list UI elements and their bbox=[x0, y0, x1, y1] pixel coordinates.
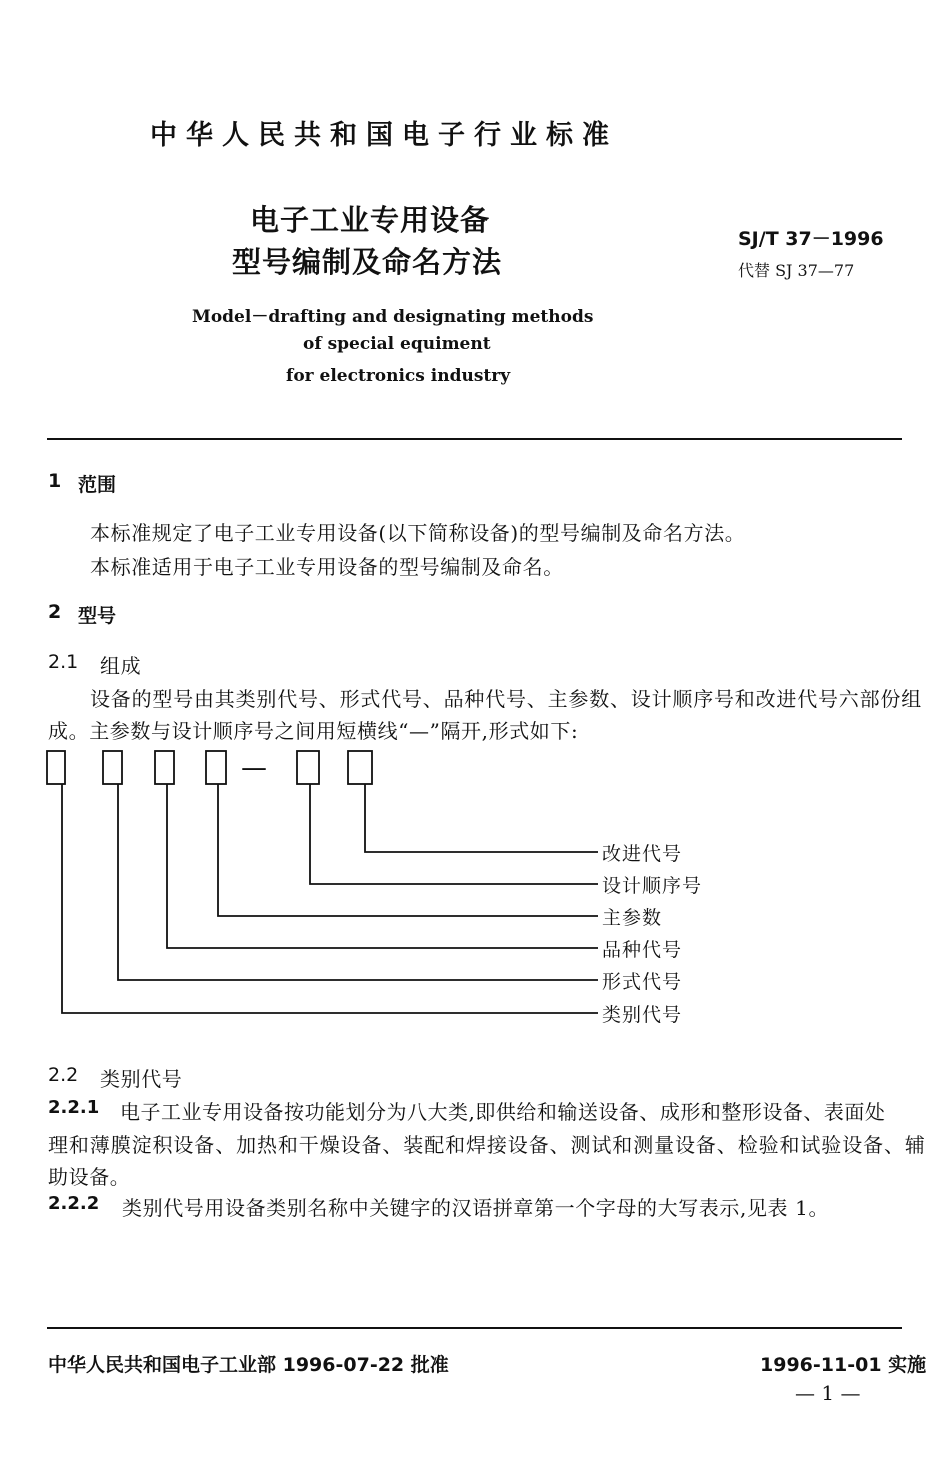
section-2-1-para-line2: 成。主参数与设计顺序号之间用短横线“—”隔开,形式如下: bbox=[48, 719, 579, 743]
section-2-2-title: 类别代号 bbox=[100, 1067, 183, 1091]
label-improvement: 改进代号 bbox=[602, 843, 683, 865]
code-box-main-param bbox=[206, 751, 226, 784]
section-2-2-1-line2: 理和薄膜淀积设备、加热和干燥设备、装配和焊接设备、测试和测量设备、检验和试验设备、辅 bbox=[48, 1133, 926, 1157]
section-2-heading: 型号 bbox=[78, 605, 117, 627]
label-category: 类别代号 bbox=[602, 1004, 683, 1026]
section-2-1-number: 2.1 bbox=[48, 651, 79, 673]
section-2-2-1-line3: 助设备。 bbox=[48, 1165, 131, 1189]
section-2-number: 2 bbox=[48, 601, 62, 623]
section-2-1-para-line1: 设备的型号由其类别代号、形式代号、品种代号、主参数、设计顺序号和改进代号六部份组 bbox=[90, 687, 922, 711]
label-variety: 品种代号 bbox=[602, 939, 683, 961]
label-form: 形式代号 bbox=[602, 971, 683, 993]
approval-line: 中华人民共和国电子工业部 1996-07-22 批准 bbox=[48, 1354, 449, 1376]
connector-improvement bbox=[365, 784, 598, 852]
code-box-improvement bbox=[348, 751, 372, 784]
code-box-variety bbox=[155, 751, 174, 784]
replaces-note: 代替 SJ 37—77 bbox=[738, 261, 855, 280]
english-title-line2: of special equiment bbox=[303, 334, 491, 354]
label-design-seq: 设计顺序号 bbox=[602, 875, 703, 897]
english-title-line3: for electronics industry bbox=[286, 366, 511, 386]
label-main-param: 主参数 bbox=[602, 907, 663, 929]
connector-main-param bbox=[218, 784, 598, 916]
english-title-line1: Model－drafting and designating methods bbox=[192, 307, 594, 327]
section-2-1-title: 组成 bbox=[100, 654, 142, 678]
section-1-para-1: 本标准规定了电子工业专用设备(以下简称设备)的型号编制及命名方法。 bbox=[90, 521, 746, 545]
section-1-para-2: 本标准适用于电子工业专用设备的型号编制及命名。 bbox=[90, 555, 564, 579]
code-box-design-seq bbox=[297, 751, 319, 784]
section-1-number: 1 bbox=[48, 470, 62, 492]
connector-form bbox=[118, 784, 598, 980]
connector-variety bbox=[167, 784, 598, 948]
connector-design-seq bbox=[310, 784, 598, 884]
doc-title-line1: 电子工业专用设备 bbox=[250, 203, 491, 237]
org-title: 中华人民共和国电子行业标准 bbox=[150, 120, 618, 151]
standard-number: SJ/T 37－1996 bbox=[738, 228, 884, 250]
section-2-2-2-number: 2.2.2 bbox=[48, 1193, 100, 1214]
section-1-heading: 范围 bbox=[78, 474, 117, 496]
page-number: — 1 — bbox=[795, 1381, 861, 1405]
section-2-2-1-line1: 电子工业专用设备按功能划分为八大类,即供给和输送设备、成形和整形设备、表面处 bbox=[120, 1100, 886, 1124]
footer-divider bbox=[47, 1327, 902, 1329]
code-dash: — bbox=[241, 753, 267, 783]
connector-category bbox=[62, 784, 598, 1013]
code-box-form bbox=[103, 751, 122, 784]
section-2-2-number: 2.2 bbox=[48, 1064, 79, 1086]
effective-date: 1996-11-01 实施 bbox=[760, 1354, 927, 1376]
section-2-2-2-text: 类别代号用设备类别名称中关键字的汉语拼章第一个字母的大写表示,见表 1。 bbox=[122, 1196, 830, 1220]
code-box-category bbox=[47, 751, 65, 784]
doc-title-line2: 型号编制及命名方法 bbox=[232, 245, 503, 279]
section-2-2-1-number: 2.2.1 bbox=[48, 1097, 100, 1118]
